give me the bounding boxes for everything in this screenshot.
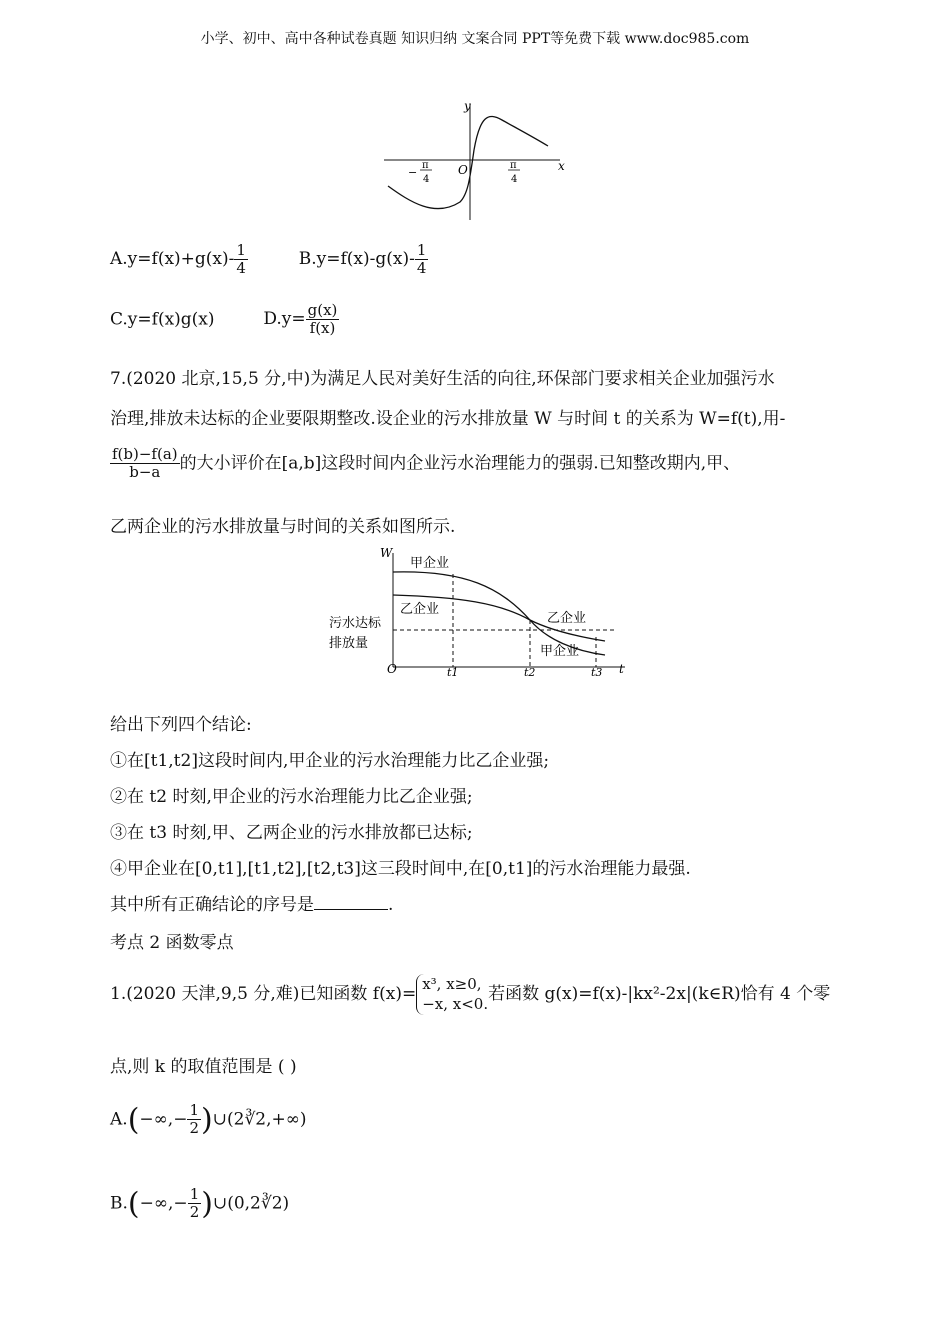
tick-t1: t1	[447, 666, 459, 679]
q1-line-2: 点,则 k 的取值范围是 ( )	[110, 1057, 297, 1077]
q7-line-2: 治理,排放未达标的企业要限期整改.设企业的污水排放量 W 与时间 t 的关系为 W=f(t),用-	[110, 409, 786, 429]
piecewise-brace: x³, x≥0, −x, x<0.	[416, 974, 488, 1015]
option-q1-b[interactable]: B.(−∞,− $\frac{1}{2}$ )∪(0,2∛2)	[110, 1185, 290, 1222]
conclusion-4: ④甲企业在[0,t1],[t1,t2],[t2,t3]这三段时间中,在[0,t1]的污水治理能力最强.	[110, 859, 691, 879]
x-axis-label: x	[558, 159, 565, 173]
pos-four-label: 4	[511, 174, 518, 185]
option-q1-a[interactable]: A.(−∞,− $\frac{1}{2}$ )∪(2∛2,+∞)	[110, 1101, 307, 1138]
neg-pi-label: π	[422, 160, 429, 171]
rate-fraction: $\frac{f(b)-f(a)}{b-a}$	[112, 445, 178, 482]
series-jia-label-right: 甲企业	[540, 644, 580, 659]
threshold-label-2: 排放量	[329, 636, 369, 651]
q7-line-4: 乙两企业的污水排放量与时间的关系如图所示.	[110, 517, 456, 537]
page-header: 小学、初中、高中各种试卷真题 知识归纳 文案合同 PPT等免费下载 www.doc985.com	[200, 31, 750, 47]
answer-blank[interactable]	[314, 895, 388, 910]
pos-pi-label: π	[510, 160, 517, 171]
answer-prompt: 其中所有正确结论的序号是 .	[110, 895, 394, 915]
conclusion-2: ②在 t2 时刻,甲企业的污水治理能力比乙企业强;	[110, 787, 473, 807]
neg-sign: −	[408, 166, 418, 179]
option-row-cd	[110, 302, 339, 338]
tick-t3: t3	[591, 666, 603, 679]
origin-label: O	[458, 163, 468, 177]
function-graph	[380, 98, 570, 223]
conclusions-intro: 给出下列四个结论:	[110, 715, 252, 735]
conclusion-1: ①在[t1,t2]这段时间内,甲企业的污水治理能力比乙企业强;	[110, 751, 550, 771]
option-b[interactable]: B.y=f(x)-g(x)- $\frac{1}{4}$	[298, 241, 427, 278]
chart-x-label: t	[619, 662, 624, 676]
emission-chart	[325, 545, 635, 680]
section-title: 考点 2 函数零点	[110, 933, 234, 953]
option-c[interactable]: C.y=f(x)g(x)	[110, 309, 215, 330]
series-jia-label: 甲企业	[410, 556, 450, 571]
y-axis-label: y	[464, 99, 471, 113]
conclusion-3: ③在 t3 时刻,甲、乙两企业的污水排放都已达标;	[110, 823, 473, 843]
series-yi-label-right: 乙企业	[547, 611, 587, 626]
chart-y-label: W	[380, 546, 393, 560]
q1-line-1: 1.(2020 天津,9,5 分,难)已知函数 f(x)= x³, x≥0, −x, x<0. 若函数 g(x)=f(x)-|kx²-2x|(k∈R)恰有 4 个零	[110, 975, 831, 1014]
threshold-label-1: 污水达标	[329, 616, 382, 631]
series-yi-label: 乙企业	[400, 602, 440, 617]
neg-four-label: 4	[423, 174, 430, 185]
option-a[interactable]: A.y=f(x)+g(x)- $\frac{1}{4}$	[110, 241, 246, 278]
function-curve	[388, 116, 548, 208]
option-row-ab	[110, 242, 428, 278]
q7-line-3: $\frac{f(b)-f(a)}{b-a}$ 的大小评价在[a,b]这段时间内企业污水治理能力的强弱.已知整改期内,甲、	[112, 445, 741, 482]
q7-line-1: 7.(2020 北京,15,5 分,中)为满足人民对美好生活的向往,环保部门要求相关企业加强污水	[110, 369, 775, 389]
chart-origin: O	[387, 662, 397, 676]
option-d[interactable]: D.y= $\frac{g(x)}{f(x)}$	[263, 301, 338, 338]
tick-t2: t2	[524, 666, 536, 679]
